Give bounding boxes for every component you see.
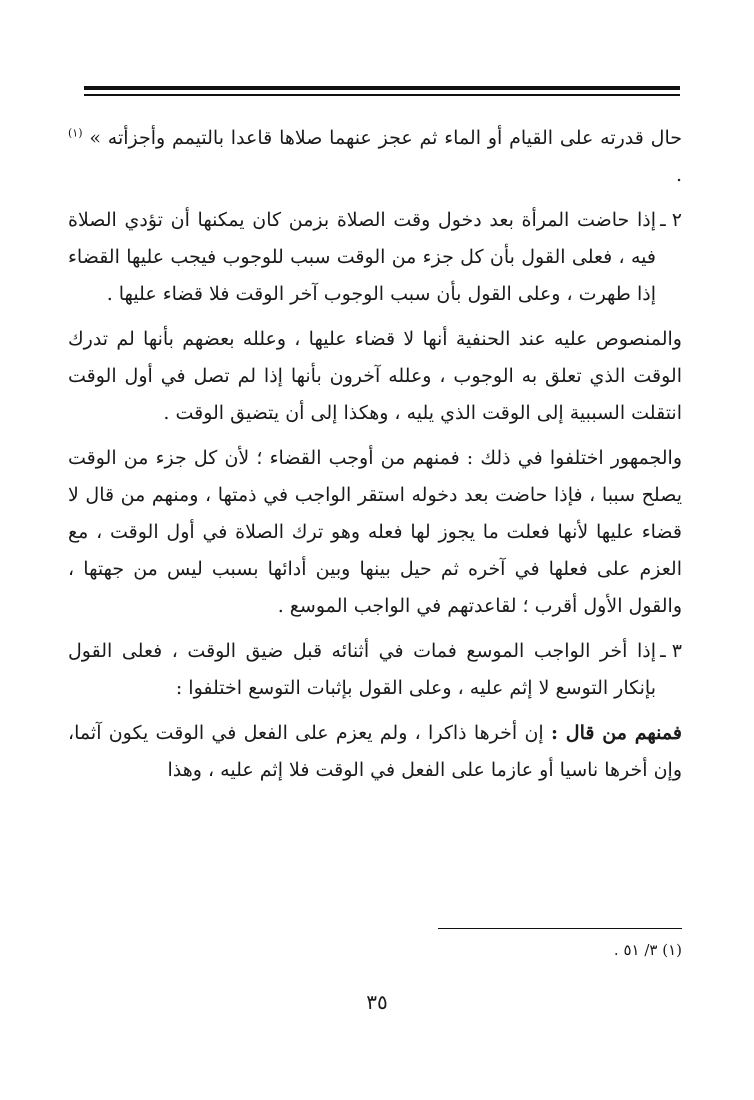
paragraph-text: حال قدرته على القيام أو الماء ثم عجز عنهما صلاها قاعدا بالتيمم وأجزأته » bbox=[89, 127, 682, 149]
footnote: (١) ٣/ ٥١ . bbox=[613, 941, 682, 959]
page-number: ٣٥ bbox=[366, 990, 388, 1014]
list-item-number: ٢ ـ bbox=[660, 209, 682, 231]
list-item-2 bbox=[68, 202, 682, 313]
footnote-separator bbox=[438, 928, 682, 929]
footnote-reference: (١) bbox=[68, 126, 83, 140]
header-rule-thin bbox=[84, 94, 680, 96]
list-item-text: إذا أخر الواجب الموسع فمات في أثنائه قبل ضيق الوقت ، فعلى القول بإنكار التوسع لا إثم عليه ، وعلى القول بإثبات التوسع اختلفوا : bbox=[68, 640, 656, 699]
list-item-text: إذا حاضت المرأة بعد دخول وقت الصلاة بزمن كان يمكنها أن تؤدي الصلاة فيه ، فعلى القول بأن كل جزء من الوقت سبب للوجوب فيجب عليها القضاء إذا طهرت ، وعلى القول بأن سبب الوجوب آخر الوقت فلا قضاء عليها . bbox=[68, 209, 656, 305]
paragraph-jumhur: والجمهور اختلفوا في ذلك : فمنهم من أوجب القضاء ؛ لأن كل جزء من الوقت يصلح سببا ، فإذا حاضت بعد دخوله استقر الواجب في ذمتها ، ومنهم من قال لا قضاء عليها لأنها فعلت ما يجوز لها فعله وهو ترك الصلاة في أول الوقت ، مع العزم على فعلها في آخره ثم حيل بينها وبين أدائها بسبب ليس من جهتها ، والقول الأول أقرب ؛ لقاعدتهم في الواجب الموسع . bbox=[68, 447, 682, 617]
paragraph-lead: فمنهم من قال : bbox=[550, 722, 682, 744]
header-rule-thick bbox=[84, 86, 680, 90]
paragraph-text: إن أخرها ذاكرا ، ولم يعزم على الفعل في الوقت يكون آثما، وإن أخرها ناسيا أو عازما على الفعل في الوقت فلا إثم عليه ، وهذا bbox=[68, 722, 682, 781]
paragraph-continuation bbox=[68, 120, 682, 194]
list-item-number: ٣ ـ bbox=[660, 640, 682, 662]
body-text bbox=[68, 120, 682, 797]
paragraph-last bbox=[68, 715, 682, 789]
paragraph-hanafi: والمنصوص عليه عند الحنفية أنها لا قضاء عليها ، وعلله بعضهم بأنها لم تدرك الوقت الذي تعلق به الوجوب ، وعلله آخرون بأنها إذا لم تصل في أول الوقت انتقلت السببية إلى الوقت الذي يليه ، وهكذا إلى أن يتضيق الوقت . bbox=[68, 328, 682, 424]
list-item-3 bbox=[68, 633, 682, 707]
paragraph-end: . bbox=[675, 164, 682, 186]
